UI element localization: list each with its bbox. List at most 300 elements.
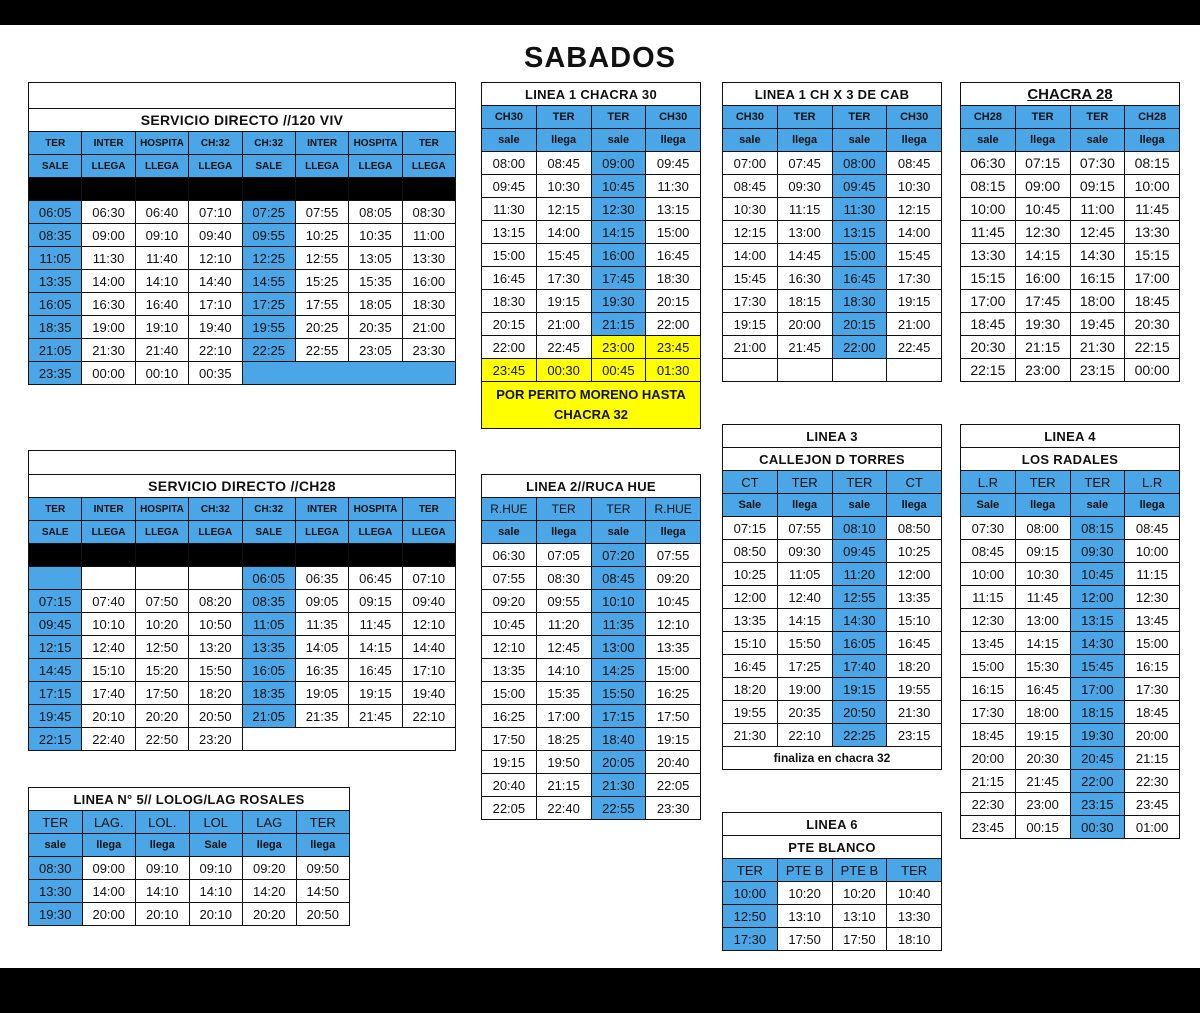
header-cell: LLEGA [349, 521, 402, 544]
time-cell: 18:00 [1070, 290, 1125, 313]
time-cell: 18:45 [1125, 290, 1180, 313]
time-cell: 18:25 [536, 728, 591, 751]
table-row [961, 655, 1180, 678]
schedule-body [482, 544, 701, 820]
time-cell: 19:45 [1070, 313, 1125, 336]
time-cell: 09:15 [1070, 175, 1125, 198]
header-cell: TER [296, 811, 350, 834]
time-cell: 19:15 [1015, 724, 1070, 747]
header-cell: LLEGA [82, 155, 135, 178]
time-cell: 11:35 [295, 613, 348, 636]
time-cell: 15:35 [536, 682, 591, 705]
time-cell: 13:30 [961, 244, 1016, 267]
bottom-black-bar [0, 968, 1200, 1013]
time-cell: 19:55 [723, 701, 778, 724]
table-row [482, 244, 701, 267]
time-cell: 16:45 [723, 655, 778, 678]
header-cell: sale [1070, 494, 1125, 517]
header-cell: CT [723, 471, 778, 494]
header-cell: sale [29, 834, 83, 857]
time-cell: 19:15 [536, 290, 591, 313]
time-cell: 17:30 [961, 701, 1016, 724]
time-cell: 15:00 [1125, 632, 1180, 655]
time-cell: 14:00 [82, 270, 135, 293]
table-row [723, 678, 942, 701]
time-cell: 23:00 [1015, 359, 1070, 382]
time-cell: 00:15 [1015, 816, 1070, 839]
time-cell: 17:15 [591, 705, 646, 728]
time-cell: 10:45 [1070, 563, 1125, 586]
time-cell: 19:30 [591, 290, 646, 313]
time-cell: 15:00 [961, 655, 1016, 678]
time-cell: 01:30 [646, 359, 701, 382]
time-cell: 08:05 [349, 201, 402, 224]
time-cell: 15:50 [189, 659, 242, 682]
time-cell: 20:50 [832, 701, 887, 724]
time-cell: 13:05 [349, 247, 402, 270]
black-separator-row [29, 544, 456, 567]
time-cell: 16:25 [646, 682, 701, 705]
time-cell: 21:30 [1070, 336, 1125, 359]
table-row [961, 267, 1180, 290]
time-cell: 17:00 [536, 705, 591, 728]
time-cell: 13:00 [777, 221, 832, 244]
time-cell: 19:30 [1015, 313, 1070, 336]
time-cell: 09:20 [482, 590, 537, 613]
time-cell: 09:50 [296, 857, 350, 880]
table-row [482, 198, 701, 221]
time-cell: 10:45 [482, 613, 537, 636]
time-cell: 17:50 [482, 728, 537, 751]
time-cell: 14:10 [136, 880, 190, 903]
time-cell: 11:30 [82, 247, 135, 270]
header-cell: HOSPITA [135, 498, 188, 521]
time-cell: 14:00 [82, 880, 136, 903]
time-cell: 20:00 [1125, 724, 1180, 747]
time-cell: 14:45 [29, 659, 82, 682]
time-cell: 09:10 [135, 224, 188, 247]
time-cell: 16:30 [777, 267, 832, 290]
time-cell: 07:10 [402, 567, 455, 590]
time-cell: 09:30 [777, 175, 832, 198]
time-cell: 19:45 [29, 705, 82, 728]
time-cell: 21:15 [1125, 747, 1180, 770]
table-linea1-chacra30 [481, 82, 701, 429]
table-row [961, 517, 1180, 540]
header-cell: L.R [961, 471, 1016, 494]
header-cell: sale [832, 129, 887, 152]
header-cell: INTER [82, 498, 135, 521]
time-cell: 19:15 [723, 313, 778, 336]
time-cell: 22:10 [777, 724, 832, 747]
table-row [482, 797, 701, 820]
header-cell: TER [1070, 471, 1125, 494]
table-row [482, 751, 701, 774]
time-cell: 07:55 [777, 517, 832, 540]
header-cell: llega [1125, 129, 1180, 152]
time-cell: 08:45 [887, 152, 942, 175]
table-row [723, 244, 942, 267]
time-cell: 12:15 [723, 221, 778, 244]
schedule-body [29, 201, 456, 385]
time-cell: 08:35 [29, 224, 82, 247]
time-cell: 09:45 [482, 175, 537, 198]
time-cell: 23:45 [482, 359, 537, 382]
time-cell: 18:30 [646, 267, 701, 290]
header-cell: TER [1015, 106, 1070, 129]
header-cell: LLEGA [295, 521, 348, 544]
time-cell: 21:45 [1015, 770, 1070, 793]
time-cell: 07:25 [242, 201, 295, 224]
time-cell: 13:35 [29, 270, 82, 293]
header-cell: llega [646, 521, 701, 544]
time-cell: 08:15 [1125, 152, 1180, 175]
time-cell: 10:45 [646, 590, 701, 613]
table-row [723, 724, 942, 747]
time-cell: 16:00 [402, 270, 455, 293]
time-cell: 07:50 [135, 590, 188, 613]
time-cell: 10:40 [887, 882, 942, 905]
time-cell: 11:15 [1125, 563, 1180, 586]
time-cell: 12:15 [887, 198, 942, 221]
header-cell: TER [832, 471, 887, 494]
time-cell: 16:40 [135, 293, 188, 316]
table-row [29, 636, 456, 659]
header-cell: SALE [242, 521, 295, 544]
time-cell: 09:10 [189, 857, 243, 880]
time-cell: 09:00 [591, 152, 646, 175]
schedule-body [723, 152, 942, 359]
time-cell: 18:45 [1125, 701, 1180, 724]
time-cell: 17:25 [242, 293, 295, 316]
header-cell: sale [1070, 129, 1125, 152]
header-cell: llega [1125, 494, 1180, 517]
time-cell: 13:30 [402, 247, 455, 270]
time-cell: 15:45 [1070, 655, 1125, 678]
header-cell: TER [777, 471, 832, 494]
time-cell: 13:15 [832, 221, 887, 244]
table-row [723, 313, 942, 336]
time-cell: 22:10 [189, 339, 242, 362]
time-cell: 18:35 [29, 316, 82, 339]
time-cell: 20:30 [1015, 747, 1070, 770]
header-cell: TER [29, 811, 83, 834]
time-cell: 12:15 [536, 198, 591, 221]
time-cell: 19:30 [1070, 724, 1125, 747]
time-cell: 08:30 [29, 857, 83, 880]
time-cell: 19:55 [887, 678, 942, 701]
time-cell: 22:15 [1125, 336, 1180, 359]
header-cell: CH30 [887, 106, 942, 129]
time-cell: 19:40 [189, 316, 242, 339]
time-cell: 18:40 [591, 728, 646, 751]
table-row [961, 724, 1180, 747]
time-cell: 15:10 [723, 632, 778, 655]
time-cell: 12:00 [1070, 586, 1125, 609]
table-row [961, 701, 1180, 724]
table-linea5 [28, 787, 350, 926]
time-cell: 11:45 [1125, 198, 1180, 221]
table-title: SERVICIO DIRECTO //CH28 [29, 475, 456, 498]
table-subtitle: PTE BLANCO [723, 836, 942, 859]
time-cell: 19:55 [242, 316, 295, 339]
table-title: LINEA 2//RUCA HUE [482, 475, 701, 498]
time-cell: 11:30 [482, 198, 537, 221]
time-cell: 14:45 [777, 244, 832, 267]
time-cell: 11:45 [349, 613, 402, 636]
time-cell: 17:50 [646, 705, 701, 728]
header-cell: llega [646, 129, 701, 152]
time-cell: 07:15 [1015, 152, 1070, 175]
time-cell: 11:00 [1070, 198, 1125, 221]
time-cell: 08:45 [591, 567, 646, 590]
time-cell: 12:10 [189, 247, 242, 270]
time-cell: 11:15 [777, 198, 832, 221]
time-cell: 22:00 [1070, 770, 1125, 793]
table-row [961, 336, 1180, 359]
time-cell: 16:00 [1015, 267, 1070, 290]
table-row [29, 270, 456, 293]
time-cell: 15:35 [349, 270, 402, 293]
header-cell: CH28 [1125, 106, 1180, 129]
time-cell: 19:00 [82, 316, 135, 339]
table-row [723, 359, 942, 382]
time-cell: 15:25 [295, 270, 348, 293]
table-row [29, 682, 456, 705]
time-cell: 20:15 [482, 313, 537, 336]
time-cell: 18:45 [961, 313, 1016, 336]
time-cell: 11:05 [777, 563, 832, 586]
table-row [723, 336, 942, 359]
time-cell: 12:00 [887, 563, 942, 586]
header-cell: PTE B [777, 859, 832, 882]
time-cell: 20:00 [777, 313, 832, 336]
time-cell: 11:15 [961, 586, 1016, 609]
table-row [723, 882, 942, 905]
time-cell: 18:30 [832, 290, 887, 313]
time-cell: 14:00 [723, 244, 778, 267]
time-cell: 17:40 [82, 682, 135, 705]
schedule-body [29, 857, 350, 926]
table-row [29, 590, 456, 613]
header-cell: TER [887, 859, 942, 882]
time-cell: 08:45 [536, 152, 591, 175]
time-cell: 09:55 [536, 590, 591, 613]
table-row [482, 590, 701, 613]
time-cell: 17:50 [832, 928, 887, 951]
header-cell: sale [961, 129, 1016, 152]
table-subtitle: CALLEJON D TORRES [723, 448, 942, 471]
time-cell: 20:15 [646, 290, 701, 313]
time-cell: 15:10 [887, 609, 942, 632]
time-cell: 06:30 [961, 152, 1016, 175]
table-row [29, 857, 350, 880]
time-cell: 16:45 [482, 267, 537, 290]
table-servicio-directo-120viv [28, 82, 456, 385]
time-cell: 22:40 [536, 797, 591, 820]
time-cell: 15:45 [723, 267, 778, 290]
time-cell: 15:00 [482, 244, 537, 267]
time-cell: 11:05 [242, 613, 295, 636]
time-cell: 16:25 [482, 705, 537, 728]
header-cell: LLEGA [295, 155, 348, 178]
header-cell: SALE [242, 155, 295, 178]
time-cell: 01:00 [1125, 816, 1180, 839]
time-cell: 14:15 [1015, 632, 1070, 655]
time-cell: 13:00 [1015, 609, 1070, 632]
time-cell: 12:55 [295, 247, 348, 270]
time-cell: 21:15 [591, 313, 646, 336]
time-cell: 21:30 [591, 774, 646, 797]
header-cell: HOSPITA [349, 498, 402, 521]
header-cell: Sale [961, 494, 1016, 517]
table-row [482, 267, 701, 290]
time-cell: 23:45 [961, 816, 1016, 839]
time-cell: 08:15 [961, 175, 1016, 198]
header-cell: L.R [1125, 471, 1180, 494]
time-cell: 12:30 [961, 609, 1016, 632]
time-cell: 18:20 [887, 655, 942, 678]
time-cell: 22:25 [832, 724, 887, 747]
header-cell: Sale [723, 494, 778, 517]
time-cell: 22:55 [295, 339, 348, 362]
time-cell: 18:45 [961, 724, 1016, 747]
table-row [482, 359, 701, 382]
time-cell: 14:15 [349, 636, 402, 659]
table-row [29, 903, 350, 926]
time-cell: 10:20 [832, 882, 887, 905]
time-cell: 14:00 [536, 221, 591, 244]
table-row [723, 905, 942, 928]
header-cell: HOSPITA [349, 132, 402, 155]
time-cell: 08:15 [1070, 517, 1125, 540]
time-cell: 07:20 [591, 544, 646, 567]
table-row [723, 609, 942, 632]
time-cell: 15:00 [482, 682, 537, 705]
table-row [482, 175, 701, 198]
time-cell: 15:15 [1125, 244, 1180, 267]
table-servicio-directo-ch28 [28, 450, 456, 751]
time-cell: 15:10 [82, 659, 135, 682]
header-cell: LLEGA [189, 155, 242, 178]
table-row [29, 362, 456, 385]
time-cell: 14:25 [591, 659, 646, 682]
header-cell: HOSPITA [135, 132, 188, 155]
table-title: CHACRA 28 [961, 83, 1180, 106]
table-title: LINEA N° 5// LOLOG/LAG ROSALES [29, 788, 350, 811]
table-row [29, 613, 456, 636]
time-cell: 20:25 [295, 316, 348, 339]
time-cell: 11:30 [646, 175, 701, 198]
time-cell: 23:15 [1070, 793, 1125, 816]
time-cell: 17:00 [1070, 678, 1125, 701]
time-cell: 10:00 [961, 198, 1016, 221]
header-cell: sale [591, 521, 646, 544]
time-cell: 18:15 [777, 290, 832, 313]
time-cell: 07:10 [189, 201, 242, 224]
time-cell: 23:15 [887, 724, 942, 747]
time-cell: 10:20 [777, 882, 832, 905]
time-cell: 14:30 [832, 609, 887, 632]
time-cell: 09:40 [402, 590, 455, 613]
time-cell: 00:35 [189, 362, 242, 385]
time-cell: 00:00 [82, 362, 135, 385]
table-row [961, 359, 1180, 382]
time-cell: 09:45 [832, 540, 887, 563]
time-cell: 23:45 [1125, 793, 1180, 816]
header-cell: TER [591, 106, 646, 129]
time-cell: 19:50 [536, 751, 591, 774]
time-cell: 20:40 [482, 774, 537, 797]
header-cell: CH:32 [242, 498, 295, 521]
time-cell: 15:00 [832, 244, 887, 267]
header-cell: sale [482, 129, 537, 152]
time-cell: 20:00 [82, 903, 136, 926]
table-row [482, 613, 701, 636]
header-cell: TER [723, 859, 778, 882]
time-cell: 17:30 [1125, 678, 1180, 701]
time-cell: 21:40 [135, 339, 188, 362]
header-cell: CH28 [961, 106, 1016, 129]
table-row [482, 728, 701, 751]
time-cell: 13:10 [832, 905, 887, 928]
table-row [723, 655, 942, 678]
time-cell: 06:05 [242, 567, 295, 590]
top-black-bar [0, 0, 1200, 25]
time-cell: 16:45 [832, 267, 887, 290]
time-cell: 12:40 [82, 636, 135, 659]
table-row [723, 632, 942, 655]
time-cell: 22:15 [961, 359, 1016, 382]
time-cell: 08:50 [887, 517, 942, 540]
time-cell: 09:00 [82, 857, 136, 880]
header-cell: INTER [82, 132, 135, 155]
time-cell: 14:15 [777, 609, 832, 632]
time-cell: 19:15 [349, 682, 402, 705]
time-cell: 20:35 [777, 701, 832, 724]
header-cell: TER [402, 498, 455, 521]
time-cell: 14:15 [1015, 244, 1070, 267]
schedule-body [723, 517, 942, 747]
time-cell: 17:00 [1125, 267, 1180, 290]
table-row [482, 313, 701, 336]
time-cell: 11:45 [961, 221, 1016, 244]
schedule-body [961, 152, 1180, 382]
time-cell: 17:30 [723, 928, 778, 951]
time-cell: 09:10 [136, 857, 190, 880]
time-cell: 00:45 [591, 359, 646, 382]
time-cell: 07:15 [723, 517, 778, 540]
time-cell: 13:35 [887, 586, 942, 609]
time-cell: 22:00 [646, 313, 701, 336]
time-cell: 18:35 [242, 682, 295, 705]
time-cell: 11:30 [832, 198, 887, 221]
time-cell: 23:30 [402, 339, 455, 362]
table-row [961, 221, 1180, 244]
header-cell: TER [591, 498, 646, 521]
time-cell: 18:00 [1015, 701, 1070, 724]
table-row [961, 313, 1180, 336]
time-cell: 14:55 [242, 270, 295, 293]
time-cell: 23:00 [1015, 793, 1070, 816]
table-row [723, 221, 942, 244]
time-cell: 06:30 [482, 544, 537, 567]
time-cell: 06:35 [295, 567, 348, 590]
header-cell: TER [29, 132, 82, 155]
time-cell: 19:15 [887, 290, 942, 313]
time-cell: 17:40 [832, 655, 887, 678]
time-cell: 07:05 [536, 544, 591, 567]
